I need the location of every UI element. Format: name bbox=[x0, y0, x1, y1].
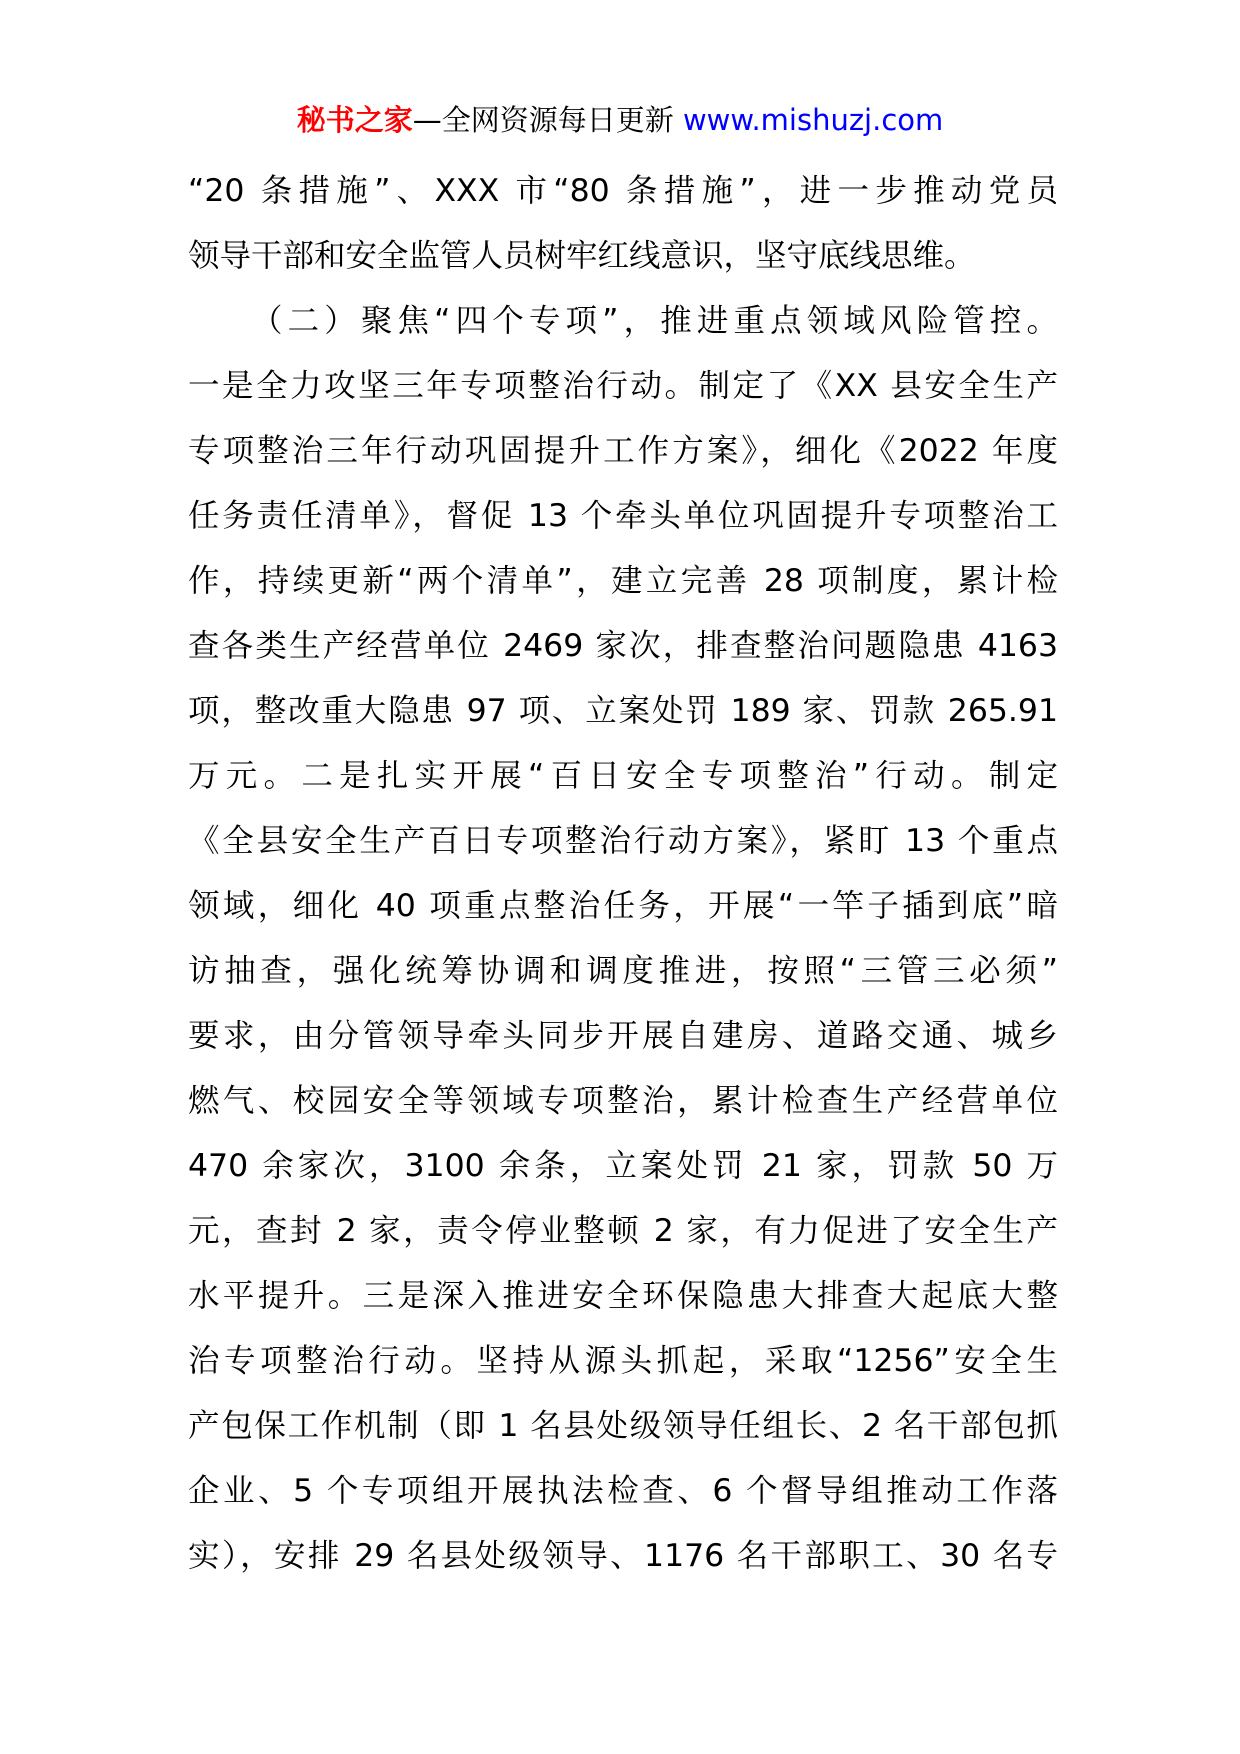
document-body bbox=[188, 166, 1058, 1596]
text-line: 水平提升。三是深入推进安全环保隐患大排查大起底大整 bbox=[188, 1278, 1058, 1314]
text-line: 企业、5 个专项组开展执法检查、6 个督导组推动工作落 bbox=[188, 1473, 1058, 1509]
text-line: 《全县安全生产百日专项整治行动方案》，紧盯 13 个重点 bbox=[188, 823, 1058, 859]
site-tagline: —全网资源每日更新 bbox=[412, 103, 683, 137]
text-line: 一是全力攻坚三年专项整治行动。制定了《XX 县安全生产 bbox=[188, 368, 1058, 404]
text-line: 访抽查，强化统筹协调和调度推进，按照“三管三必须” bbox=[188, 953, 1058, 989]
text-line: 领导干部和安全监管人员树牢红线意识，坚守底线思维。 bbox=[188, 238, 976, 274]
text-line: “20 条措施”、XXX 市“80 条措施”，进一步推动党员 bbox=[188, 173, 1058, 209]
site-brand: 秘书之家 bbox=[296, 103, 413, 137]
site-url-link[interactable]: www.mishuzj.com bbox=[682, 103, 944, 137]
text-line: 项，整改重大隐患 97 项、立案处罚 189 家、罚款 265.91 bbox=[188, 693, 1058, 729]
text-line: 元，查封 2 家，责令停业整顿 2 家，有力促进了安全生产 bbox=[188, 1213, 1058, 1249]
text-line: 实），安排 29 名县处级领导、1176 名干部职工、30 名专 bbox=[188, 1538, 1058, 1574]
text-line: 任务责任清单》，督促 13 个牵头单位巩固提升专项整治工 bbox=[188, 498, 1058, 534]
text-line: 要求，由分管领导牵头同步开展自建房、道路交通、城乡 bbox=[188, 1018, 1058, 1054]
text-line: 470 余家次，3100 余条，立案处罚 21 家，罚款 50 万 bbox=[188, 1148, 1058, 1184]
text-line: 查各类生产经营单位 2469 家次，排查整治问题隐患 4163 bbox=[188, 628, 1058, 664]
site-header bbox=[0, 100, 1240, 140]
text-line: 治专项整治行动。坚持从源头抓起，采取“1256”安全生 bbox=[188, 1343, 1058, 1379]
text-line: 万元。二是扎实开展“百日安全专项整治”行动。制定 bbox=[188, 758, 1058, 794]
text-line: 燃气、校园安全等领域专项整治，累计检查生产经营单位 bbox=[188, 1083, 1058, 1119]
text-line: 专项整治三年行动巩固提升工作方案》，细化《2022 年度 bbox=[188, 433, 1058, 469]
text-line: 产包保工作机制（即 1 名县处级领导任组长、2 名干部包抓 bbox=[188, 1408, 1058, 1444]
text-line: 作，持续更新“两个清单”，建立完善 28 项制度，累计检 bbox=[188, 563, 1058, 599]
text-line: 领域，细化 40 项重点整治任务，开展“一竿子插到底”暗 bbox=[188, 888, 1058, 924]
section-heading-line: （二）聚焦“四个专项”，推进重点领域风险管控。 bbox=[251, 303, 1058, 339]
